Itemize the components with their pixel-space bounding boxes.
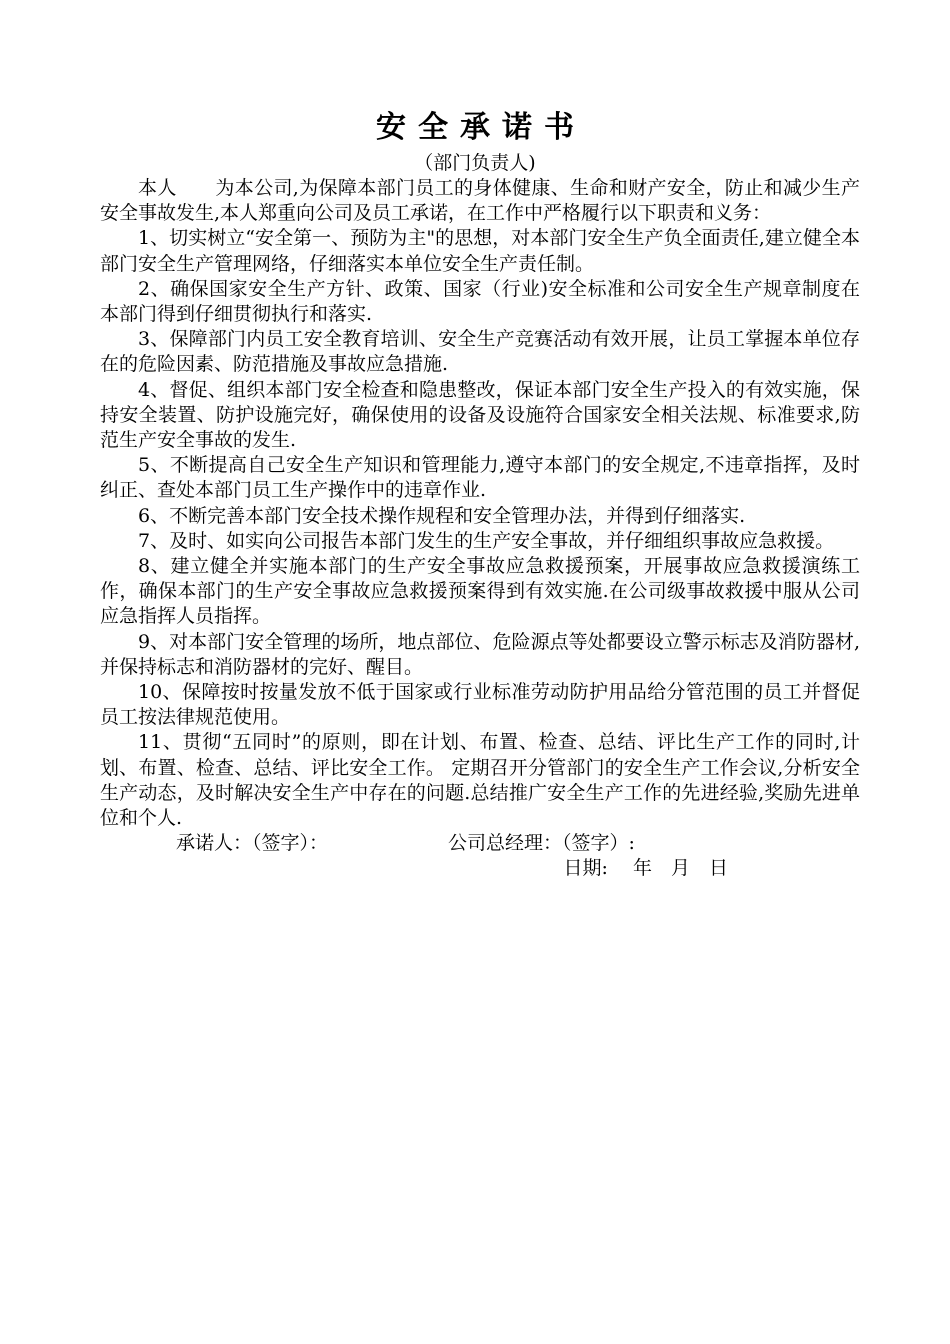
commitment-item-6: 6、不断完善本部门安全技术操作规程和安全管理办法，并得到仔细落实. <box>138 504 746 527</box>
commitment-item-9: 9、对本部门安全管理的场所，地点部位、危险源点等处都要设立警示标志及消防器材,并保持标志和消防器材的完好、醒目。 <box>100 630 860 678</box>
promisor-signature-label: 承诺人：（签字）： <box>176 832 329 855</box>
commitment-item-8: 8、建立健全并实施本部门的生产安全事故应急救援预案，开展事故应急救援演练工作，确保本部门的生产安全事故应急救援预案得到有效实施.在公司级事故救援中服从公司应急指挥人员指挥。 <box>100 555 860 628</box>
signature-line <box>100 831 860 856</box>
document-title: 安全承诺书 <box>376 110 586 145</box>
commitment-item-4: 4、督促、组织本部门安全检查和隐患整改，保证本部门安全生产投入的有效实施，保持安全装置、防护设施完好，确保使用的设备及设施符合国家安全相关法规、标准要求,防范生产安全事故的发生. <box>100 378 860 452</box>
commitment-item-11: 11、贯彻“五同时”的原则，即在计划、布置、检查、总结、评比生产工作的同时,计划、布置、检查、总结、评比安全工作。 定期召开分管部门的安全生产工作会议,分析安全生产动态，及时解决安全生产中存在的问题.总结推广安全生产工作的先进经验,奖励先进单位和个人. <box>100 731 860 830</box>
commitment-item-5: 5、不断提高自己安全生产知识和管理能力,遵守本部门的安全规定,不违章指挥，及时纠正、查处本部门员工生产操作中的违章作业. <box>100 454 860 502</box>
document-subtitle: （部门负责人) <box>414 152 536 174</box>
date-line: 日期: 年 月 日 <box>563 857 728 880</box>
commitment-item-7: 7、及时、如实向公司报告本部门发生的生产安全事故，并仔细组织事故应急救援。 <box>138 529 835 552</box>
commitment-item-2: 2、确保国家安全生产方针、政策、国家（行业)安全标准和公司安全生产规章制度在本部门得到仔细贯彻执行和落实. <box>100 277 860 326</box>
commitment-item-3: 3、保障部门内员工安全教育培训、安全生产竞赛活动有效开展，让员工掌握本单位存在的危险因素、防范措施及事故应急措施. <box>100 328 860 376</box>
document-body <box>100 176 860 882</box>
manager-signature-label: 公司总经理：（签字）: <box>448 832 635 855</box>
commitment-item-1: 1、切实树立“安全第一、预防为主"的思想，对本部门安全生产负全面责任,建立健全本部门安全生产管理网络，仔细落实本单位安全生产责任制。 <box>100 227 860 275</box>
commitment-item-10: 10、保障按时按量发放不低于国家或行业标准劳动防护用品给分管范围的员工并督促员工按法律规范使用。 <box>100 681 860 729</box>
intro-paragraph: 本人 为本公司,为保障本部门员工的身体健康、生命和财产安全，防止和减少生产安全事故发生,本人郑重向公司及员工承诺，在工作中严格履行以下职责和义务： <box>100 177 860 225</box>
